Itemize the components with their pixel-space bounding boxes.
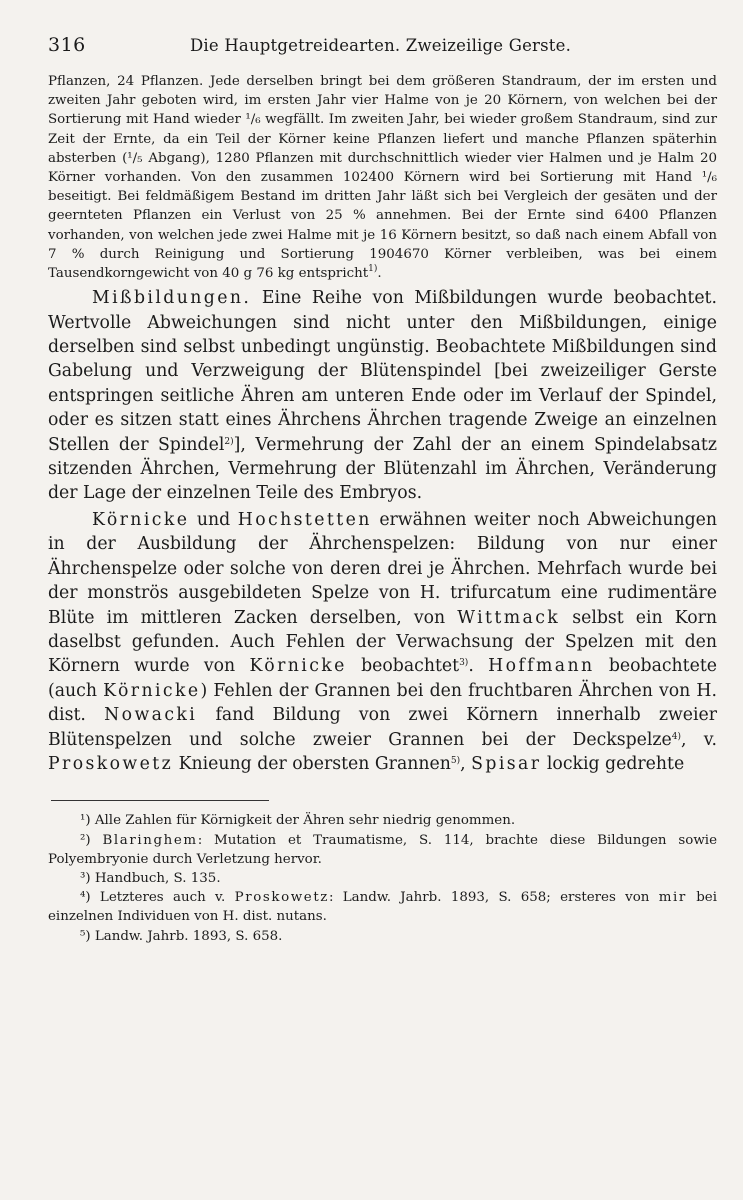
footnote-text: Landw. Jahrb. 1893, S. 658. — [94, 928, 283, 944]
author-name: Proskowetz — [234, 890, 329, 906]
footnote-mark: ⁴) — [80, 890, 91, 906]
paragraph-text-cont: ], Vermehrung der Zahl der an einem Spindelabsatz sitzenden Ährchen, Vermehrung der Blütenzahl im Ährchen, Veränderung der Lage der einzelnen Teile des Embryos. — [48, 434, 717, 504]
footnote-ref-1: 1) — [368, 264, 378, 275]
footnote-ref-2: 2) — [224, 436, 234, 447]
footnote-text: bei einzelnen Individuen von H. dist. nutans. — [48, 890, 718, 925]
footnote-1 — [48, 811, 717, 830]
paragraph-text: selbst ein Korn daselbst gefunden. Auch Fehlen der Verwachsung der Spelzen mit den Körnern wurde von — [48, 607, 717, 677]
emphasis: mir — [658, 890, 687, 906]
author-name: Körnicke — [92, 509, 190, 530]
footnote-mark: ²) — [80, 832, 91, 848]
paragraph-text: beobachtet — [361, 656, 460, 677]
footnote-5 — [48, 927, 717, 946]
footnote-divider — [51, 800, 269, 801]
footnotes — [48, 811, 717, 945]
footnote-mark: ¹) — [80, 813, 91, 829]
author-name: Wittmack — [457, 607, 561, 628]
author-name: Körnicke — [103, 680, 201, 701]
paragraph-missbildungen — [48, 286, 717, 506]
text-and: und — [196, 509, 231, 530]
author-name: Hoffmann — [488, 656, 595, 677]
page-header — [48, 30, 717, 60]
footnote-ref-3: 3) — [459, 658, 469, 669]
footnote-3 — [48, 869, 717, 888]
paragraph-koernicke — [48, 508, 717, 776]
footnote-ref-5: 5) — [450, 755, 461, 766]
punctuation: , — [460, 753, 466, 774]
punctuation: , v. — [681, 729, 717, 750]
small-print-paragraph: Pflanzen, 24 Pflanzen. Jede derselben bringt bei dem größeren Standraum, der im ersten und zweiten Jahr geboten wird, im ersten Jahr vier Halme von je 20 Körnern, von welchen bei der Sortierung mit Hand wieder ¹/₆ wegfällt. Im zweiten Jahr, bei wieder großem Standraum, sind zur Zeit der Ernte, da ein Teil der Körner keine Pflanzen liefert und manche Pflanzen späterhin absterben (¹/₅ Abgang), 1280 Pflanzen mit durchschnittlich wieder vier Halmen und je Halm 20 Körner vorhanden. Von den zusammen 102400 Körnern wird bei Sortierung mit Hand ¹/₆ beseitigt. Bei feldmäßigem Bestand im dritten Jahr läßt sich bei Vergleich der gesäten und der geernteten Pflanzen ein Verlust von 25 % annehmen. Bei der Ernte sind 6400 Pflanzen vorhanden, von welchen jede zwei Halme mit je 16 Körnern besitzt, so daß nach einem Abfall von 7 % durch Reinigung und Sortierung 1904670 Körner verbleiben, was bei einem Tausendkorngewicht von 40 g 76 kg entspricht$^{1)}$. — [48, 74, 717, 282]
footnote-text: Alle Zahlen für Körnigkeit der Ähren sehr niedrig genommen. — [94, 813, 516, 829]
author-name: Nowacki — [104, 705, 198, 726]
footnote-text: : Landw. Jahrb. 1893, S. 658; ersteres von — [328, 890, 650, 906]
footnote-text: Handbuch, S. 135. — [94, 870, 221, 886]
footnote-text: Letzteres auch v. — [99, 890, 226, 906]
paragraph-text: Eine Reihe von Mißbildungen wurde beobachtet. Wertvolle Abweichungen sind nicht unter den Mißbildungen, einige derselben sind selbst unbedingt ungünstig. Beobachtete Mißbildungen sind Gabelung und Verzweigung der Blütenspindel [bei zweizeiliger Gerste entspringen seitliche Ähren am unteren Ende oder im Verlauf der Spindel, oder es sitzen statt eines Ährchens Ährchen tragende Zweige an einzelnen Stellen der Spindel — [48, 288, 717, 455]
paragraph-text: fand Bildung von zwei Körnern innerhalb zweier Blütenspelzen und solche zweier Grannen bei der Deckspelze — [48, 705, 717, 750]
punctuation: . — [468, 656, 474, 677]
author-name: Spisar — [471, 753, 542, 774]
author-name: Blaringhem — [102, 832, 198, 848]
author-name: Proskowetz — [48, 753, 174, 774]
footnote-4 — [48, 888, 717, 926]
footnote-mark: ³) — [80, 870, 91, 886]
running-title: Die Hauptgetreidearten. Zweizeilige Gerste. — [190, 36, 572, 55]
paragraph-text: beobachtete (auch — [48, 656, 718, 701]
page-number: 316 — [48, 34, 86, 56]
footnote-text: : Mutation et Traumatisme, S. 114, brachte diese Bildungen sowie Polyembryonie durch Verletzung hervor. — [48, 832, 717, 867]
paragraph-text: Knieung der obersten Grannen — [178, 753, 451, 774]
author-name: Körnicke — [249, 656, 347, 677]
footnote-mark: ⁵) — [80, 928, 91, 944]
paragraph-text: lockig gedrehte — [546, 753, 685, 774]
paragraph-text: ) Fehlen der Grannen bei den fruchtbaren Ährchen von H. dist. — [48, 680, 717, 726]
author-name: Hochstetten — [237, 509, 372, 530]
small-paragraph-text: Pflanzen, 24 Pflanzen. Jede derselben bringt bei dem größeren Standraum, der im ersten und zweiten Jahr geboten wird, im ersten Jahr vier Halme von je 20 Körnern, von welchen bei der Sortierung mit Hand wieder ¹/₆ wegfällt. Im zweiten Jahr, bei wieder großem Standraum, sind zur Zeit der Ernte, da ein Teil der Körner keine Pflanzen liefert und manche Pflanzen späterhin absterben (¹/₅ Abgang), 1280 Pflanzen mit durchschnittlich wieder vier Halmen und je Halm 20 Körner vorhanden. Von den zusammen 102400 Körnern wird bei Sortierung mit Hand ¹/₆ beseitigt. Bei feldmäßigem Bestand im dritten Jahr läßt sich bei Vergleich der gesäten und der geernteten Pflanzen ein Verlust von 25 % annehmen. Bei der Ernte sind 6400 Pflanzen vorhanden, von welchen jede zwei Halme mit je 16 Körnern besitzt, so daß nach einem Abfall von 7 % durch Reinigung und Sortierung 1904670 Körner verbleiben, was bei einem Tausendkorngewicht von 40 g 76 kg entspricht — [48, 74, 717, 282]
footnote-ref-4: 4) — [671, 731, 681, 742]
paragraph-text: erwähnen weiter noch Abweichungen in der Ausbildung der Ährchenspelzen: Bildung von nur einer Ährchenspelze oder solche von deren drei je Ährchen. Mehrfach wurde bei der monströs ausgebildeten Spelze von H. trifurcatum eine rudimentäre Blüte im mittleren Zacken derselben, von — [48, 509, 718, 628]
footnote-2 — [48, 831, 717, 869]
main-text — [48, 286, 717, 776]
section-heading: Mißbildungen. — [92, 288, 252, 309]
